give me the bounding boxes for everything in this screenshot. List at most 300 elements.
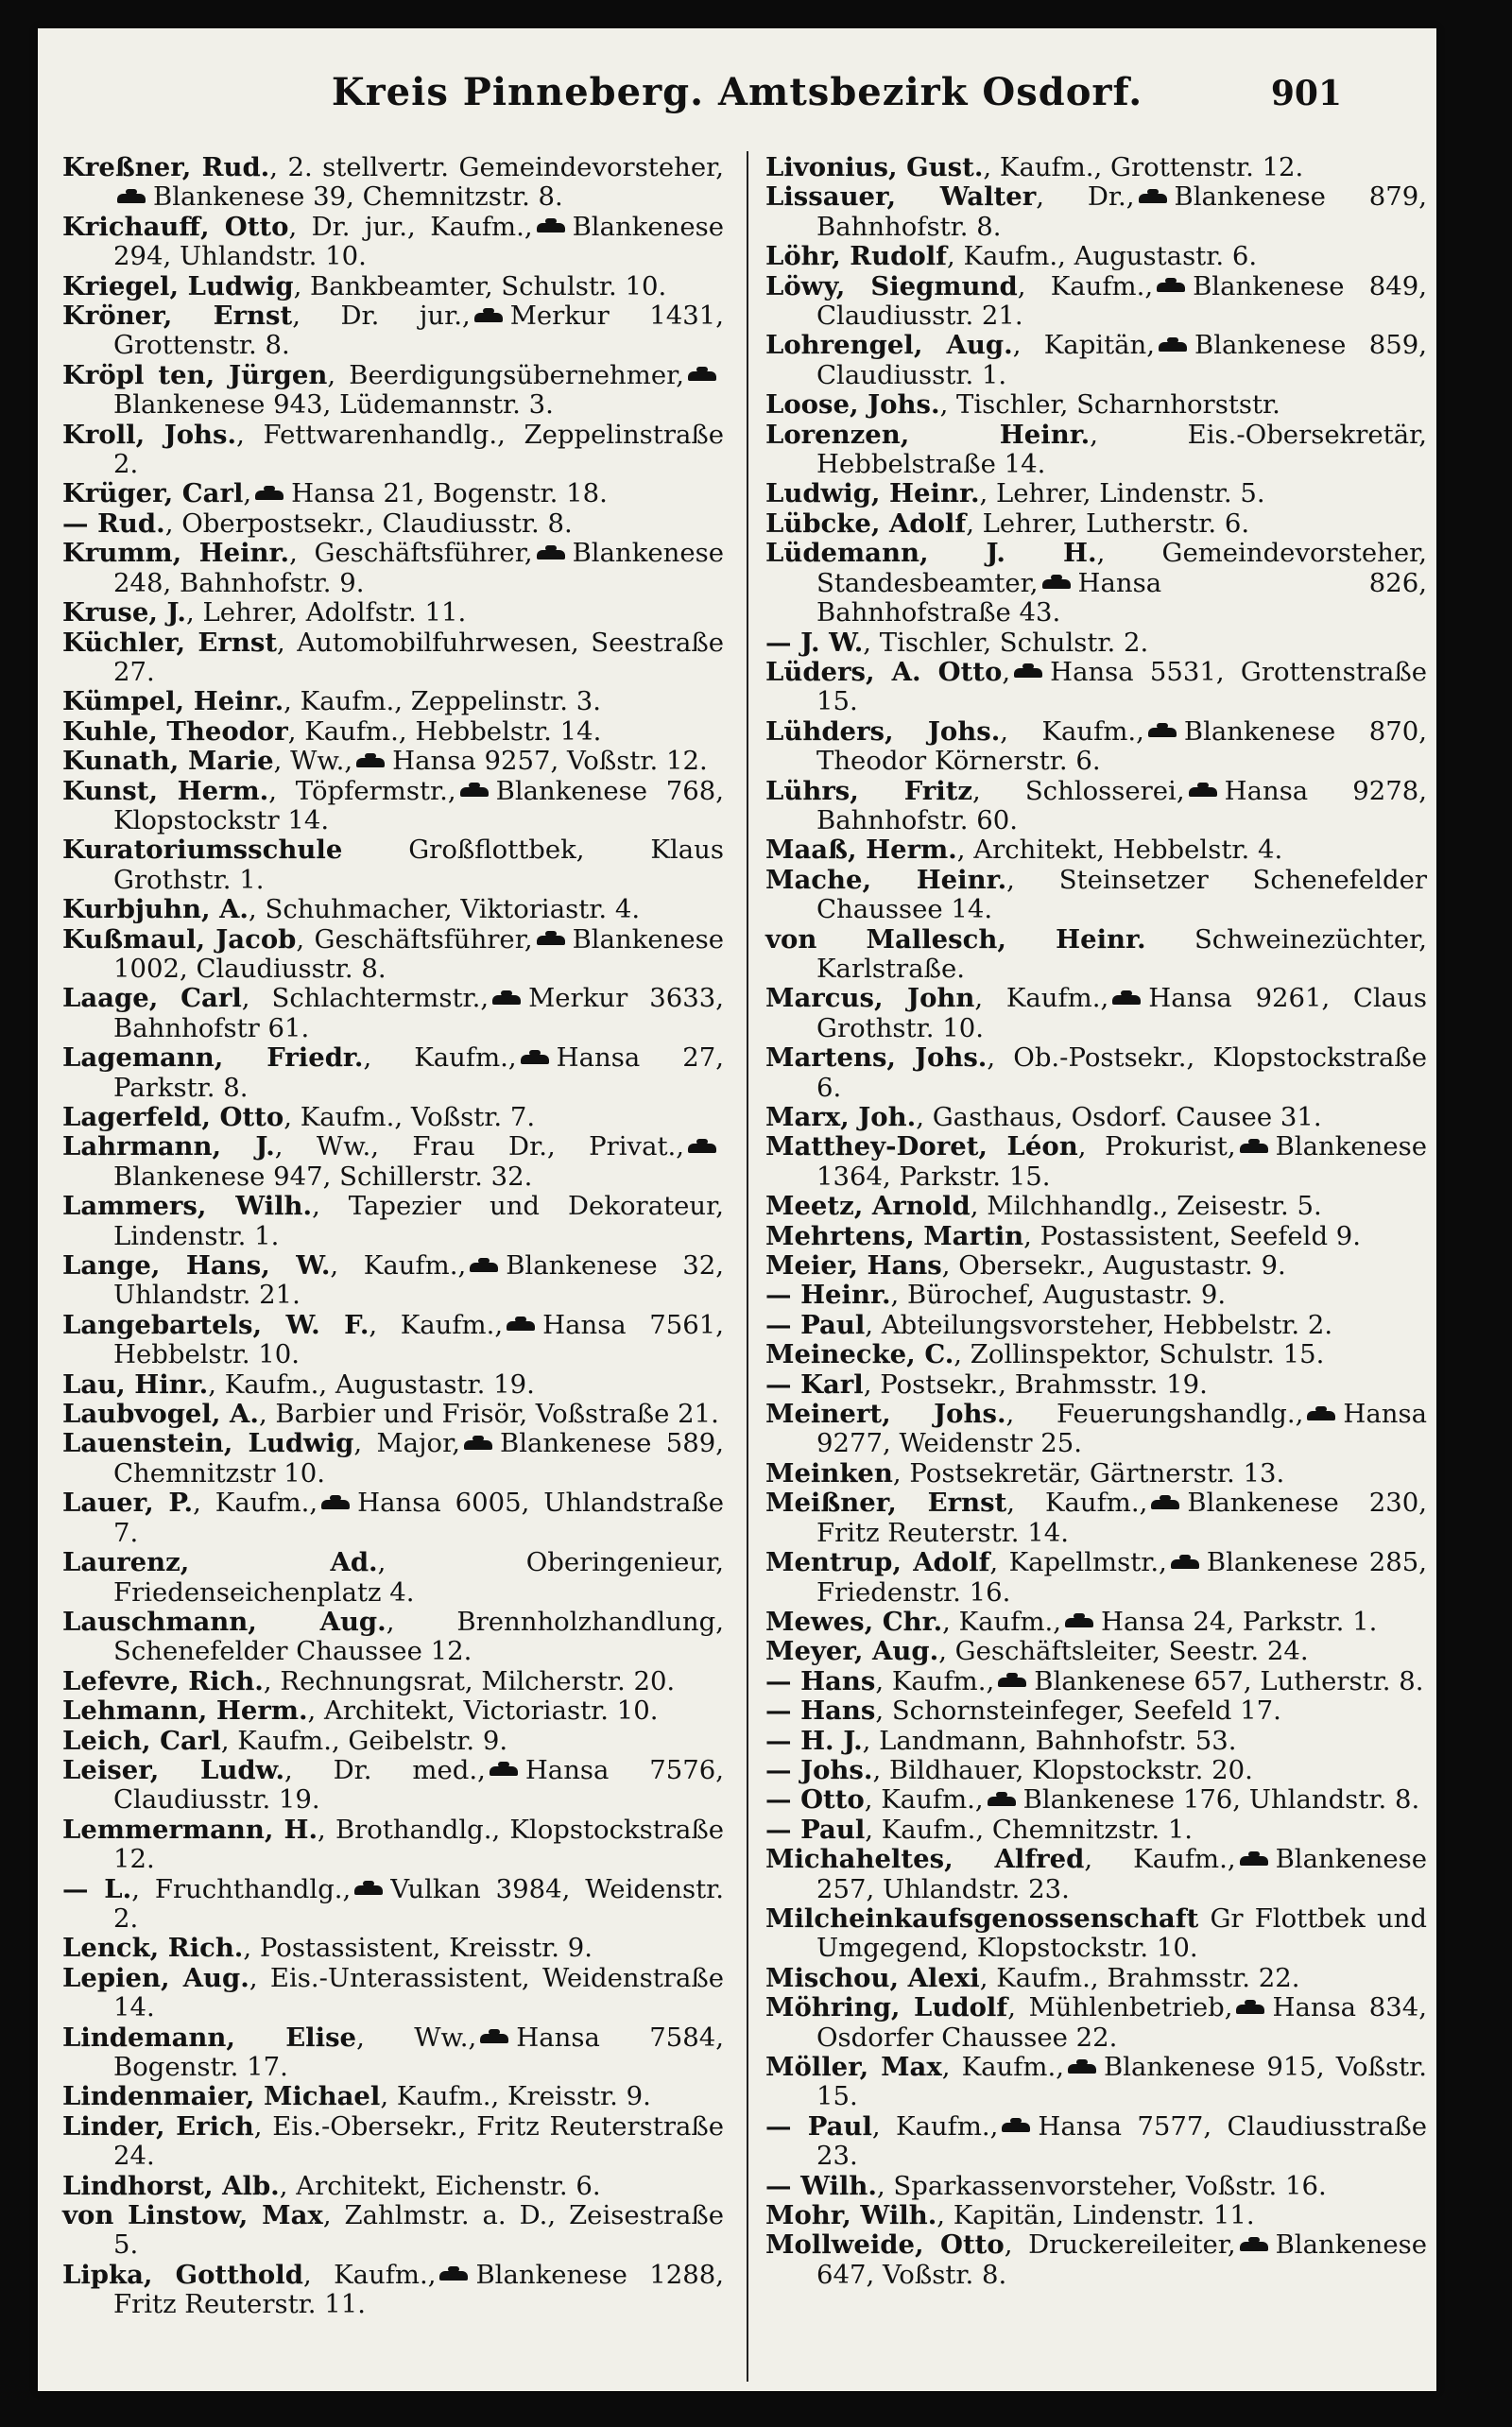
directory-entry [765, 2230, 1427, 2290]
directory-entry [765, 1340, 1427, 1369]
entry-details: , Oberingenieur, Friedenseichenplatz 4. [113, 1547, 725, 1608]
entry-details: , Lehrer, Lindenstr. 5. [979, 478, 1265, 509]
entry-details: , Rechnungsrat, Milcherstr. 20. [263, 1665, 676, 1696]
directory-entry [765, 1845, 1427, 1904]
entry-details: , Geschäftsführer, [289, 538, 533, 569]
telephone-icon [1065, 1616, 1093, 1629]
directory-entry [765, 1696, 1427, 1726]
entry-phone-address: Merkur 1431, Grottenstr. 8. [113, 301, 724, 361]
entry-phone-address: Blankenese 257, Uhlandstr. 23. [816, 1844, 1427, 1904]
directory-page [38, 28, 1436, 2391]
directory-entry [765, 717, 1427, 777]
directory-entry [62, 2082, 724, 2111]
directory-entry [62, 1727, 724, 1756]
entry-name: Lipka, Gotthold [62, 2259, 303, 2290]
telephone-icon [1189, 785, 1217, 799]
entry-details: , Fruchthandlg., [131, 1873, 352, 1904]
entry-name: Kußmaul, Jacob [62, 923, 297, 955]
telephone-icon [1236, 2003, 1264, 2016]
entry-details: , Fettwarenhandlg., Zeppelinstraße 2. [113, 419, 725, 480]
entry-name: Mentrup, Adolf [765, 1547, 990, 1578]
telephone-icon [354, 1884, 383, 1897]
directory-entry [62, 539, 724, 598]
directory-entry [62, 2112, 724, 2172]
entry-details: , Kaufm., [302, 2259, 437, 2290]
telephone-icon [470, 1261, 498, 1274]
entry-name: Krichauff, Otto [62, 211, 289, 242]
directory-entry [765, 1816, 1427, 1845]
entry-name: Meinecke, C. [765, 1339, 954, 1370]
directory-entry [62, 1964, 724, 2023]
entry-phone-address: Hansa 9278, Bahnhofstr. 60. [816, 775, 1427, 835]
entry-name: — Otto [765, 1784, 865, 1816]
telephone-icon [356, 756, 385, 769]
directory-entry [62, 717, 724, 747]
entry-phone-address: Hansa 24, Parkstr. 1. [1101, 1606, 1378, 1637]
entry-name: Laubvogel, A. [62, 1399, 259, 1430]
entry-phone-address: Hansa 9257, Voßstr. 12. [392, 746, 708, 777]
directory-entry [62, 1311, 724, 1370]
directory-entry [765, 331, 1427, 390]
directory-entry [62, 1756, 724, 1816]
entry-name: — L. [62, 1873, 132, 1904]
directory-entry [62, 1043, 724, 1103]
entry-details: , Sparkassenvorsteher, Voßstr. 16. [876, 2170, 1327, 2201]
entry-details: , Kaufm., Augustastr. 6. [947, 241, 1258, 272]
entry-name: — H. J. [765, 1725, 863, 1756]
telephone-icon [688, 1142, 716, 1155]
entry-details: , Gemeindevorsteher, Standesbeamter, [816, 538, 1427, 598]
entry-name: Meinken [765, 1457, 893, 1489]
directory-entry [62, 1875, 724, 1935]
entry-details: , Kapellmstr., [989, 1547, 1167, 1578]
entry-name: Mohr, Wilh. [765, 2200, 937, 2231]
telephone-icon [460, 785, 489, 799]
directory-entry [765, 390, 1427, 420]
entry-details: , Architekt, Hebbelstr. 4. [956, 835, 1283, 866]
entry-name: Mollweide, Otto [765, 2229, 1005, 2261]
telephone-icon [1157, 281, 1185, 294]
directory-entry [62, 509, 724, 539]
entry-name: Kriegel, Ludwig [62, 270, 294, 301]
entry-details: Gr Flottbek und Umgegend, Klopstockstr. 10. [816, 1902, 1427, 1964]
directory-entry [765, 777, 1427, 836]
directory-entry [765, 1400, 1427, 1459]
directory-entry [62, 747, 724, 776]
entry-details: , Kaufm., Brahmsstr. 22. [979, 1962, 1300, 1993]
directory-entry [62, 1934, 724, 1963]
directory-entry [765, 421, 1427, 480]
directory-entry [765, 2053, 1427, 2112]
entry-phone-address: Hansa 6005, Uhlandstraße 7. [113, 1488, 725, 1548]
entry-name: Marcus, John [765, 983, 975, 1014]
telephone-icon [688, 370, 716, 383]
entry-name: Krüger, Carl [62, 478, 244, 509]
directory-entry [62, 479, 724, 508]
entry-details: , Kapitän, Lindenstr. 11. [936, 2200, 1255, 2231]
entry-name: Lenck, Rich. [62, 1933, 244, 1964]
entry-details: , Zollinspektor, Schulstr. 15. [954, 1339, 1325, 1370]
entry-name: Lammers, Wilh. [62, 1191, 313, 1222]
entry-name: Kunath, Marie [62, 746, 274, 777]
entry-phone-address: Blankenese 943, Lüdemannstr. 3. [113, 389, 554, 421]
entry-details: , Bürochef, Augustastr. 9. [890, 1280, 1227, 1311]
directory-entry [765, 658, 1427, 717]
entry-name: Lehmann, Herm. [62, 1695, 308, 1727]
entry-name: — Wilh. [765, 2170, 877, 2201]
directory-entry [62, 153, 724, 213]
directory-entry [62, 1132, 724, 1192]
entry-details: , Töpfermstr., [268, 775, 456, 806]
entry-name: Lindemann, Elise [62, 2022, 357, 2053]
entry-phone-address: Blankenese 1002, Claudiusstr. 8. [113, 923, 724, 984]
telephone-icon [537, 221, 565, 234]
entry-name: — Paul [765, 1309, 866, 1340]
directory-entry [62, 895, 724, 924]
entry-details: , Kaufm., [193, 1488, 318, 1519]
directory-entry [62, 1251, 724, 1311]
entry-name: — Rud. [62, 508, 165, 539]
entry-phone-address: Blankenese 947, Schillerstr. 32. [113, 1161, 533, 1192]
entry-details: , Geschäftsführer, [296, 923, 533, 955]
entry-details: , Postsekr., Brahmsstr. 19. [863, 1368, 1208, 1400]
page-title: Kreis Pinneberg. Amtsbezirk Osdorf. [331, 70, 1143, 114]
entry-phone-address: Hansa 7577, Claudiusstraße 23. [816, 2110, 1427, 2172]
directory-entry [62, 1370, 724, 1400]
entry-name: — Paul [765, 2110, 872, 2142]
telephone-icon [439, 2269, 468, 2282]
directory-entry [62, 1429, 724, 1489]
directory-entry [765, 1251, 1427, 1281]
telephone-icon [1112, 993, 1141, 1007]
entry-name: — Hans [765, 1695, 876, 1727]
directory-entry [765, 1964, 1427, 1993]
entry-phone-address: Blankenese 849, Claudiusstr. 21. [816, 270, 1427, 332]
directory-entry [62, 984, 724, 1043]
entry-phone-address: Vulkan 3984, Weidenstr. 2. [113, 1873, 724, 1934]
entry-details: , Schornsteinfeger, Seefeld 17. [875, 1695, 1281, 1727]
telephone-icon [1151, 1498, 1179, 1511]
entry-name: von Linstow, Max [62, 2200, 323, 2231]
entry-name: Maaß, Herm. [765, 835, 957, 866]
entry-details: , Eis.-Unterassistent, Weidenstraße 14. [113, 1962, 724, 2023]
entry-details: , Schlachtermstr., [241, 983, 490, 1014]
directory-entry [765, 1548, 1427, 1608]
entry-details: , Beerdigungsübernehmer, [327, 359, 684, 390]
page-header [38, 70, 1436, 146]
directory-entry [765, 2201, 1427, 2230]
entry-phone-address: Blankenese 32, Uhlandstr. 21. [113, 1250, 724, 1311]
entry-details: , Steinsetzer Schenefelder Chaussee 14. [816, 864, 1427, 925]
entry-name: Möhring, Ludolf [765, 1992, 1008, 2023]
entry-details: Schweinezüchter, Karlstraße. [816, 923, 1427, 984]
directory-entry [765, 479, 1427, 508]
entry-name: Kurbjuhn, A. [62, 894, 249, 925]
directory-entry [765, 1043, 1427, 1103]
entry-details: , Kaufm., [1084, 1844, 1236, 1875]
entry-name: von Mallesch, Heinr. [765, 923, 1146, 955]
entry-name: Meyer, Aug. [765, 1636, 939, 1667]
directory-entry [765, 1311, 1427, 1340]
entry-details: , Kaufm., Grottenstr. 12. [983, 152, 1304, 182]
entry-name: Kroll, Johs. [62, 419, 237, 450]
entry-phone-address: Hansa 7561, Hebbelstr. 10. [113, 1309, 724, 1370]
directory-entry [765, 835, 1427, 865]
telephone-icon [1014, 666, 1042, 680]
entry-phone-address: Blankenese 647, Voßstr. 8. [816, 2229, 1428, 2290]
entry-name: Mewes, Chr. [765, 1606, 943, 1637]
entry-name: Kröpl ten, Jürgen [62, 359, 328, 390]
entry-phone-address: Blankenese 248, Bahnhofstr. 9. [113, 538, 724, 598]
entry-name: Kunst, Herm. [62, 775, 269, 806]
directory-entry [62, 421, 724, 480]
directory-entry [62, 272, 724, 301]
directory-entry [62, 2261, 724, 2320]
entry-phone-address: Hansa 21, Bogenstr. 18. [291, 478, 608, 509]
entry-phone-address: Blankenese 768, Klopstockstr 14. [113, 775, 724, 835]
directory-entry [62, 1696, 724, 1726]
entry-name: Meißner, Ernst [765, 1488, 1007, 1519]
entry-details: , Kapitän, [1012, 330, 1155, 361]
telephone-icon [1240, 2240, 1268, 2253]
entry-details: , Kaufm., [330, 1250, 467, 1282]
directory-entry [765, 1459, 1427, 1489]
entry-details: , Major, [353, 1428, 460, 1459]
entry-details: , Geschäftsleiter, Seestr. 24. [938, 1636, 1309, 1667]
entry-details: , Kaufm., [1017, 270, 1154, 301]
entry-name: Meier, Hans [765, 1250, 942, 1282]
entry-details: , Lehrer, Adolfstr. 11. [185, 597, 467, 628]
directory-entry [62, 687, 724, 716]
entry-details: , Lehrer, Lutherstr. 6. [966, 508, 1250, 539]
directory-entry [765, 1756, 1427, 1785]
directory-entry [765, 628, 1427, 658]
column-divider [747, 151, 748, 2382]
entry-name: Lohrengel, Aug. [765, 330, 1013, 361]
directory-entry [765, 1993, 1427, 2053]
entry-details: , Oberpostsekr., Claudiusstr. 8. [164, 508, 573, 539]
entry-details: , Ob.-Postsekr., Klopstockstraße 6. [816, 1042, 1427, 1103]
entry-name: Matthey-Doret, Léon [765, 1131, 1078, 1162]
entry-details: , Dr. jur., Kaufm., [288, 211, 533, 242]
telephone-icon [1240, 1142, 1268, 1155]
entry-phone-address: Hansa 9261, Claus Grothstr. 10. [816, 983, 1427, 1043]
entry-name: Milcheinkaufsgenossenschaft [765, 1902, 1199, 1934]
entry-details: , Barbier und Frisör, Voßstraße 21. [258, 1399, 719, 1430]
directory-entry [765, 1281, 1427, 1310]
entry-details: , Postassistent, Seefeld 9. [1023, 1220, 1362, 1251]
entry-phone-address: Blankenese 176, Uhlandstr. 8. [1022, 1784, 1420, 1816]
telephone-icon [537, 934, 565, 947]
telephone-icon [1139, 192, 1167, 205]
directory-entry [765, 1637, 1427, 1666]
telephone-icon [1068, 2062, 1096, 2075]
entry-name: Lahrmann, J. [62, 1131, 275, 1162]
entry-details: , Kaufm., [369, 1309, 504, 1340]
entry-name: Mache, Heinr. [765, 864, 1007, 895]
entry-name: Lemmermann, H. [62, 1814, 318, 1845]
directory-entry [765, 272, 1427, 332]
entry-phone-address: Hansa 5531, Grottenstraße 15. [816, 656, 1427, 717]
entry-name: Lagerfeld, Otto [62, 1102, 284, 1132]
directory-entry [765, 182, 1427, 242]
entry-details: , Kaufm., [974, 983, 1109, 1014]
entry-details: , Eis.-Obersekretär, Hebbelstraße 14. [816, 419, 1427, 480]
entry-details: , Architekt, Victoriastr. 10. [307, 1695, 659, 1727]
directory-entry [765, 1489, 1427, 1548]
entry-details: , Schuhmacher, Viktoriastr. 4. [249, 894, 641, 925]
entry-name: — Hans [765, 1665, 876, 1696]
entry-name: Langebartels, W. F. [62, 1309, 369, 1340]
entry-details: , [1002, 656, 1011, 687]
entry-phone-address: Hansa 27, Parkstr. 8. [113, 1042, 725, 1103]
telephone-icon [321, 1498, 350, 1511]
entry-name: — J. W. [765, 627, 864, 658]
directory-entry [765, 1785, 1427, 1815]
entry-details: , Kaufm., Zeppelinstr. 3. [284, 686, 601, 717]
entry-name: Kuhle, Theodor [62, 715, 288, 747]
entry-details: , Dr. med., [284, 1754, 486, 1785]
entry-details: , Automobilfuhrwesen, Seestraße 27. [113, 627, 724, 687]
entry-name: — Johs. [765, 1754, 873, 1785]
directory-entry [765, 242, 1427, 271]
directory-entry [62, 777, 724, 836]
entry-details: , Postsekretär, Gärtnerstr. 13. [892, 1457, 1285, 1489]
telephone-icon [521, 1053, 549, 1066]
entry-name: — Karl [765, 1368, 864, 1400]
entry-name: Meinert, Johs. [765, 1399, 1006, 1430]
entry-details: , Mühlenbetrieb, [1007, 1992, 1233, 2023]
directory-entry [62, 2172, 724, 2201]
entry-name: Lau, Hinr. [62, 1368, 209, 1400]
directory-entry [62, 1548, 724, 1608]
telephone-icon [1002, 2121, 1030, 2134]
entry-phone-address: Hansa 7584, Bogenstr. 17. [113, 2022, 724, 2082]
entry-details: , Abteilungsvorsteher, Hebbelstr. 2. [865, 1309, 1333, 1340]
telephone-icon [998, 1676, 1026, 1689]
directory-entry [765, 1222, 1427, 1251]
directory-entry [62, 925, 724, 985]
entry-name: Ludwig, Heinr. [765, 478, 980, 509]
entry-phone-address: Blankenese 1288, Fritz Reuterstr. 11. [113, 2259, 725, 2320]
entry-name: Kröner, Ernst [62, 301, 293, 332]
entry-name: Lübcke, Adolf [765, 508, 967, 539]
entry-name: Kümpel, Heinr. [62, 686, 284, 717]
telephone-icon [1148, 726, 1177, 739]
directory-entry [62, 2023, 724, 2083]
entry-name: Kruse, J. [62, 597, 186, 628]
entry-details: , Dr. jur., [292, 301, 471, 332]
entry-name: Leich, Carl [62, 1725, 221, 1756]
entry-details: , Tischler, Schulstr. 2. [863, 627, 1149, 658]
directory-entry [765, 1727, 1427, 1756]
page-number: 901 [1270, 74, 1342, 113]
entry-details: , Brothandlg., Klopstockstraße 12. [113, 1814, 725, 1875]
entry-name: Lagemann, Friedr. [62, 1042, 364, 1074]
entry-details: , Eis.-Obersekr., Fritz Reuterstraße 24. [113, 2110, 724, 2172]
entry-details: , Kaufm., [942, 1606, 1062, 1637]
entry-details: , Landmann, Bahnhofstr. 53. [862, 1725, 1237, 1756]
directory-entry [765, 1370, 1427, 1400]
entry-details: , Kaufm., [871, 2110, 999, 2142]
entry-details: , Milchhandlg., Zeisestr. 5. [970, 1191, 1322, 1222]
directory-entry [765, 509, 1427, 539]
telephone-icon [474, 311, 503, 324]
directory-entry [765, 2112, 1427, 2172]
entry-details: , Tischler, Scharnhorststr. [939, 389, 1280, 421]
directory-entry [765, 1103, 1427, 1132]
entry-details: , Kaufm., [363, 1042, 517, 1074]
entry-name: Lange, Hans, W. [62, 1250, 331, 1282]
entry-details: , Feuerungshandlg., [1005, 1399, 1304, 1430]
directory-entry [62, 1667, 724, 1696]
entry-name: Kuratoriumsschule [62, 835, 343, 866]
entry-details: , Bankbeamter, Schulstr. 10. [293, 270, 667, 301]
entry-name: Lindhorst, Alb. [62, 2170, 280, 2201]
entry-details: , Kaufm., [864, 1784, 984, 1816]
directory-entry [62, 361, 724, 421]
entry-name: Lauschmann, Aug. [62, 1606, 387, 1637]
entry-details: , Tapezier und Dekorateur, Lindenstr. 1. [113, 1191, 724, 1251]
directory-entry [62, 2201, 724, 2261]
entry-phone-address: Blankenese 870, Theodor Körnerstr. 6. [816, 715, 1427, 777]
telephone-icon [464, 1438, 492, 1452]
entry-details: , Kaufm., [1006, 1488, 1148, 1519]
telephone-icon [117, 192, 146, 205]
entry-name: — Heinr. [765, 1280, 891, 1311]
entry-name: Loose, Johs. [765, 389, 940, 421]
entry-details: , Kaufm., Geibelstr. 9. [220, 1725, 508, 1756]
entry-details: , Schlosserei, [972, 775, 1185, 806]
entry-phone-address: Hansa 7576, Claudiusstr. 19. [113, 1754, 724, 1816]
entry-details: , Kaufm., Hebbelstr. 14. [287, 715, 602, 747]
entry-details: , Druckereileiter, [1004, 2229, 1236, 2261]
telephone-icon [480, 2032, 508, 2045]
directory-entry [62, 1608, 724, 1667]
entry-name: Michaheltes, Alfred [765, 1844, 1085, 1875]
directory-entry [765, 153, 1427, 182]
entry-phone-address: Blankenese 589, Chemnitzstr 10. [113, 1428, 724, 1489]
directory-entry [765, 2172, 1427, 2201]
entry-details: , Ww., Frau Dr., Privat., [274, 1131, 685, 1162]
telephone-icon [507, 1319, 535, 1333]
entry-details: , Bildhauer, Klopstockstr. 20. [872, 1754, 1253, 1785]
entry-details: , Postassistent, Kreisstr. 9. [243, 1933, 593, 1964]
entry-name: Livonius, Gust. [765, 152, 984, 182]
entry-name: Laage, Carl [62, 983, 242, 1014]
directory-entry [62, 628, 724, 688]
entry-phone-address: Blankenese 879, Bahnhofstr. 8. [816, 181, 1427, 242]
entry-phone-address: Hansa 9277, Weidenstr 25. [816, 1399, 1427, 1459]
directory-entry [765, 1132, 1427, 1192]
entry-details: , Kaufm., Chemnitzstr. 1. [865, 1814, 1194, 1845]
directory-entry [765, 539, 1427, 628]
telephone-icon [988, 1795, 1016, 1808]
directory-entry [62, 301, 724, 361]
entry-phone-address: Blankenese 285, Friedenstr. 16. [816, 1547, 1427, 1608]
directory-entry [62, 1103, 724, 1132]
entry-name: Küchler, Ernst [62, 627, 278, 658]
entry-name: Linder, Erich [62, 2110, 254, 2142]
telephone-icon [492, 993, 521, 1007]
telephone-icon [490, 1764, 518, 1778]
entry-details: , Kaufm., Kreisstr. 9. [380, 2081, 651, 2112]
entry-phone-address: Blankenese 230, Fritz Reuterstr. 14. [816, 1488, 1427, 1548]
directory-entry [765, 1192, 1427, 1221]
entry-name: Marx, Joh. [765, 1102, 917, 1132]
entry-name: Lepien, Aug. [62, 1962, 249, 1993]
entry-phone-address: Hansa 834, Osdorfer Chaussee 22. [816, 1992, 1427, 2053]
